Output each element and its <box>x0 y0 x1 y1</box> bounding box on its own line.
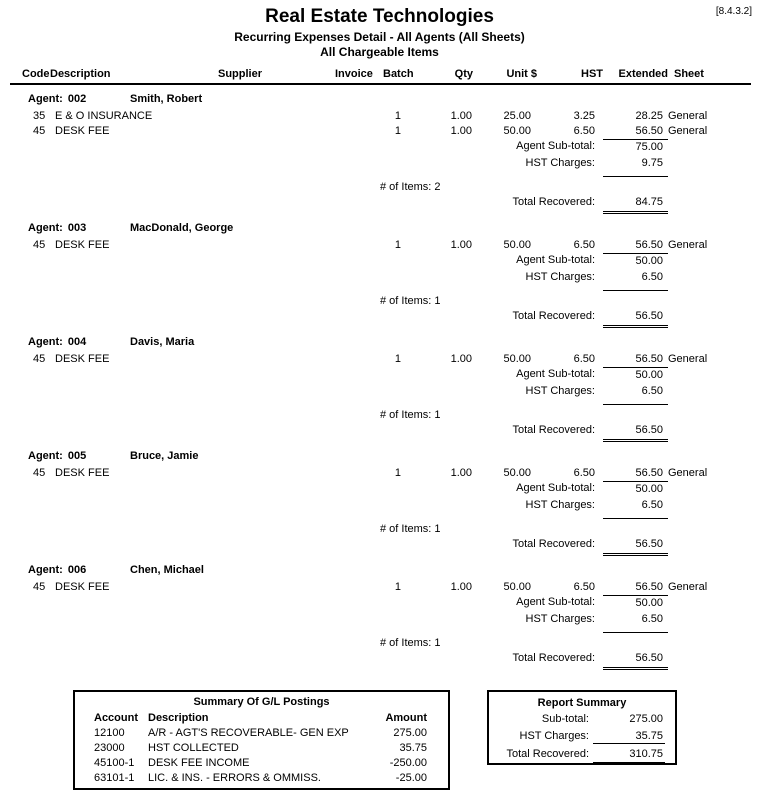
expense-row <box>10 580 751 595</box>
gl-description-cell: DESK FEE INCOME <box>148 757 250 769</box>
total-recovered-label: Total Recovered: <box>512 310 595 322</box>
expense-row <box>10 124 751 139</box>
hst-charges-label: HST Charges: <box>525 271 595 283</box>
agent-label: Agent: <box>28 93 63 105</box>
item-supplier-cell <box>210 109 335 124</box>
report-subtotal-value: 275.00 <box>629 713 663 725</box>
hst-charges-value: 6.50 <box>641 613 663 625</box>
agent-subtotal-label: Agent Sub-total: <box>516 254 595 266</box>
agent-total-row <box>10 522 751 556</box>
report-total-value: 310.75 <box>593 747 665 765</box>
report-total-label: Total Recovered: <box>506 748 589 760</box>
agent-subtotal-row <box>10 481 751 497</box>
agent-header <box>28 564 759 577</box>
report-filter-subtitle: All Chargeable Items <box>320 45 439 59</box>
item-extended-cell: 56.50 <box>635 581 663 593</box>
page-title: Real Estate Technologies <box>265 6 494 27</box>
item-count-label: # of Items: 1 <box>380 523 441 535</box>
item-sheet-cell: General <box>668 353 708 365</box>
total-recovered-label: Total Recovered: <box>512 424 595 436</box>
agent-subtotal-label: Agent Sub-total: <box>516 140 595 152</box>
item-code-cell: 45 <box>33 125 46 137</box>
agent-total-row <box>10 408 751 442</box>
summary-boxes <box>73 690 759 790</box>
hst-charges-label: HST Charges: <box>525 613 595 625</box>
agent-label: Agent: <box>28 336 63 348</box>
column-header-row <box>10 68 751 85</box>
gl-account-cell: 23000 <box>94 742 125 754</box>
agent-code: 002 <box>67 93 87 105</box>
gl-amount-cell: 35.75 <box>399 742 427 754</box>
agent-section <box>0 450 759 556</box>
agent-subtotal-label: Agent Sub-total: <box>516 368 595 380</box>
item-supplier-cell <box>210 238 335 253</box>
agent-section <box>0 93 759 214</box>
report-subtotal-row <box>499 712 665 726</box>
agent-subtotal-value: 50.00 <box>603 595 668 611</box>
report-subtitle: Recurring Expenses Detail - All Agents (All Sheets) <box>234 30 525 44</box>
column-header-invoice: Invoice <box>335 68 373 80</box>
agent-subtotal-value: 50.00 <box>603 367 668 383</box>
column-header-qty: Qty <box>454 68 473 80</box>
agent-header <box>28 450 759 463</box>
item-hst-cell: 6.50 <box>573 239 595 251</box>
item-sheet-cell: General <box>668 110 708 122</box>
expense-row <box>10 238 751 253</box>
item-unit-cell: 50.00 <box>503 125 531 137</box>
report-total-row <box>499 747 665 765</box>
item-extended-cell: 56.50 <box>635 125 663 137</box>
gl-amount-cell: 275.00 <box>393 727 427 739</box>
gl-summary-row <box>75 726 448 741</box>
expense-row <box>10 466 751 481</box>
agent-code: 006 <box>67 564 87 576</box>
column-header-extended: Extended <box>618 68 668 80</box>
item-qty-cell: 1.00 <box>450 467 472 479</box>
item-extended-cell: 56.50 <box>635 353 663 365</box>
item-code-cell: 45 <box>33 353 46 365</box>
agent-hst-row <box>10 612 751 626</box>
report-subtotal-label: Sub-total: <box>541 713 589 725</box>
total-rule <box>603 518 668 519</box>
item-code-cell: 35 <box>33 110 46 122</box>
agent-label: Agent: <box>28 450 63 462</box>
agent-header <box>28 222 759 235</box>
item-batch-cell: 1 <box>394 467 401 479</box>
hst-charges-value: 6.50 <box>641 271 663 283</box>
item-invoice-cell <box>335 124 370 139</box>
item-hst-cell: 6.50 <box>573 467 595 479</box>
item-unit-cell: 50.00 <box>503 353 531 365</box>
report-summary-box <box>487 690 677 765</box>
agent-name: Smith, Robert <box>130 93 203 105</box>
total-recovered-value: 56.50 <box>603 309 668 328</box>
agent-total-row <box>10 636 751 670</box>
agent-hst-row <box>10 384 751 398</box>
item-sheet-cell: General <box>668 125 708 137</box>
gl-account-cell: 63101-1 <box>94 772 135 784</box>
agent-subtotal-label: Agent Sub-total: <box>516 596 595 608</box>
item-unit-cell: 50.00 <box>503 239 531 251</box>
hst-charges-label: HST Charges: <box>525 157 595 169</box>
agent-subtotal-value: 75.00 <box>603 139 668 155</box>
hst-charges-value: 9.75 <box>641 157 663 169</box>
item-extended-cell: 28.25 <box>635 110 663 122</box>
column-header-batch: Batch <box>383 68 414 80</box>
item-hst-cell: 3.25 <box>573 110 595 122</box>
item-description-cell: E & O INSURANCE <box>55 110 153 122</box>
agent-name: Bruce, Jamie <box>130 450 199 462</box>
agent-section <box>0 222 759 328</box>
column-header-code: Code <box>22 68 50 80</box>
gl-description-header: Description <box>148 712 209 724</box>
total-recovered-value: 56.50 <box>603 537 668 556</box>
gl-amount-header: Amount <box>385 712 427 724</box>
item-qty-cell: 1.00 <box>450 353 472 365</box>
agent-code: 005 <box>67 450 87 462</box>
report-hst-value: 35.75 <box>593 729 665 744</box>
gl-summary-header-row <box>75 711 448 726</box>
gl-description-cell: LIC. & INS. - ERRORS & OMMISS. <box>148 772 321 784</box>
total-rule <box>603 176 668 177</box>
total-rule <box>603 404 668 405</box>
agent-label: Agent: <box>28 564 63 576</box>
total-recovered-value: 56.50 <box>603 651 668 670</box>
report-hst-label: HST Charges: <box>519 730 589 742</box>
item-batch-cell: 1 <box>394 353 401 365</box>
total-rule <box>603 290 668 291</box>
item-extended-cell: 56.50 <box>635 239 663 251</box>
gl-amount-cell: -250.00 <box>389 757 427 769</box>
expense-row <box>10 352 751 367</box>
column-header-sheet: Sheet <box>674 68 704 80</box>
gl-description-cell: HST COLLECTED <box>148 742 239 754</box>
expense-row <box>10 109 751 124</box>
total-recovered-label: Total Recovered: <box>512 538 595 550</box>
gl-description-cell: A/R - AGT'S RECOVERABLE- GEN EXP <box>148 727 349 739</box>
agent-code: 003 <box>67 222 87 234</box>
report-hst-row <box>499 729 665 744</box>
column-header-hst: HST <box>581 68 603 80</box>
gl-summary-row <box>75 741 448 756</box>
gl-summary-row <box>75 771 448 786</box>
agent-subtotal-value: 50.00 <box>603 481 668 497</box>
total-recovered-label: Total Recovered: <box>512 652 595 664</box>
item-qty-cell: 1.00 <box>450 125 472 137</box>
total-recovered-value: 84.75 <box>603 195 668 214</box>
agent-section <box>0 336 759 442</box>
agent-subtotal-row <box>10 595 751 611</box>
item-invoice-cell <box>335 352 370 367</box>
agent-subtotal-value: 50.00 <box>603 253 668 269</box>
total-separator-row <box>10 290 751 291</box>
item-qty-cell: 1.00 <box>450 581 472 593</box>
total-rule <box>603 632 668 633</box>
item-invoice-cell <box>335 466 370 481</box>
item-batch-cell: 1 <box>394 110 401 122</box>
item-invoice-cell <box>335 109 370 124</box>
agent-code: 004 <box>67 336 87 348</box>
item-code-cell: 45 <box>33 239 46 251</box>
agent-label: Agent: <box>28 222 63 234</box>
item-sheet-cell: General <box>668 581 708 593</box>
agent-name: MacDonald, George <box>130 222 234 234</box>
item-count-label: # of Items: 1 <box>380 637 441 649</box>
item-batch-cell: 1 <box>394 581 401 593</box>
version-label: [8.4.3.2] <box>715 6 752 17</box>
column-header-description: Description <box>50 68 111 80</box>
gl-amount-cell: -25.00 <box>395 772 427 784</box>
item-code-cell: 45 <box>33 467 46 479</box>
item-qty-cell: 1.00 <box>450 239 472 251</box>
gl-summary-row <box>75 756 448 771</box>
item-sheet-cell: General <box>668 467 708 479</box>
agent-header <box>28 336 759 349</box>
gl-summary-title: Summary Of G/L Postings <box>193 696 330 708</box>
column-header-supplier: Supplier <box>218 68 263 80</box>
item-batch-cell: 1 <box>394 125 401 137</box>
item-count-label: # of Items: 1 <box>380 295 441 307</box>
agent-subtotal-row <box>10 253 751 269</box>
report-summary-title: Report Summary <box>537 697 627 709</box>
item-description-cell: DESK FEE <box>55 125 110 137</box>
hst-charges-value: 6.50 <box>641 499 663 511</box>
item-supplier-cell <box>210 124 335 139</box>
item-unit-cell: 50.00 <box>503 467 531 479</box>
item-unit-cell: 50.00 <box>503 581 531 593</box>
gl-account-header: Account <box>94 712 138 724</box>
agent-total-row <box>10 180 751 214</box>
gl-postings-summary-box <box>73 690 450 790</box>
item-batch-cell: 1 <box>394 239 401 251</box>
hst-charges-value: 6.50 <box>641 385 663 397</box>
item-hst-cell: 6.50 <box>573 125 595 137</box>
item-count-label: # of Items: 1 <box>380 409 441 421</box>
item-invoice-cell <box>335 238 370 253</box>
item-count-label: # of Items: 2 <box>380 181 441 193</box>
total-separator-row <box>10 176 751 177</box>
item-hst-cell: 6.50 <box>573 353 595 365</box>
item-sheet-cell: General <box>668 239 708 251</box>
item-code-cell: 45 <box>33 581 46 593</box>
agent-total-row <box>10 294 751 328</box>
agent-subtotal-row <box>10 139 751 155</box>
total-separator-row <box>10 632 751 633</box>
agent-hst-row <box>10 270 751 284</box>
agent-hst-row <box>10 498 751 512</box>
agent-section <box>0 564 759 670</box>
agent-hst-row <box>10 156 751 170</box>
item-supplier-cell <box>210 580 335 595</box>
item-description-cell: DESK FEE <box>55 467 110 479</box>
item-supplier-cell <box>210 466 335 481</box>
hst-charges-label: HST Charges: <box>525 499 595 511</box>
item-description-cell: DESK FEE <box>55 581 110 593</box>
agent-subtotal-label: Agent Sub-total: <box>516 482 595 494</box>
item-extended-cell: 56.50 <box>635 467 663 479</box>
total-recovered-value: 56.50 <box>603 423 668 442</box>
item-qty-cell: 1.00 <box>450 110 472 122</box>
total-recovered-label: Total Recovered: <box>512 196 595 208</box>
total-separator-row <box>10 518 751 519</box>
agent-header <box>28 93 759 106</box>
item-description-cell: DESK FEE <box>55 353 110 365</box>
total-separator-row <box>10 404 751 405</box>
gl-account-cell: 12100 <box>94 727 125 739</box>
item-invoice-cell <box>335 580 370 595</box>
item-unit-cell: 25.00 <box>503 110 531 122</box>
agent-name: Davis, Maria <box>130 336 195 348</box>
column-header-unit: Unit $ <box>506 68 537 80</box>
item-hst-cell: 6.50 <box>573 581 595 593</box>
hst-charges-label: HST Charges: <box>525 385 595 397</box>
agent-name: Chen, Michael <box>130 564 204 576</box>
agent-subtotal-row <box>10 367 751 383</box>
item-description-cell: DESK FEE <box>55 239 110 251</box>
item-supplier-cell <box>210 352 335 367</box>
gl-account-cell: 45100-1 <box>94 757 135 769</box>
